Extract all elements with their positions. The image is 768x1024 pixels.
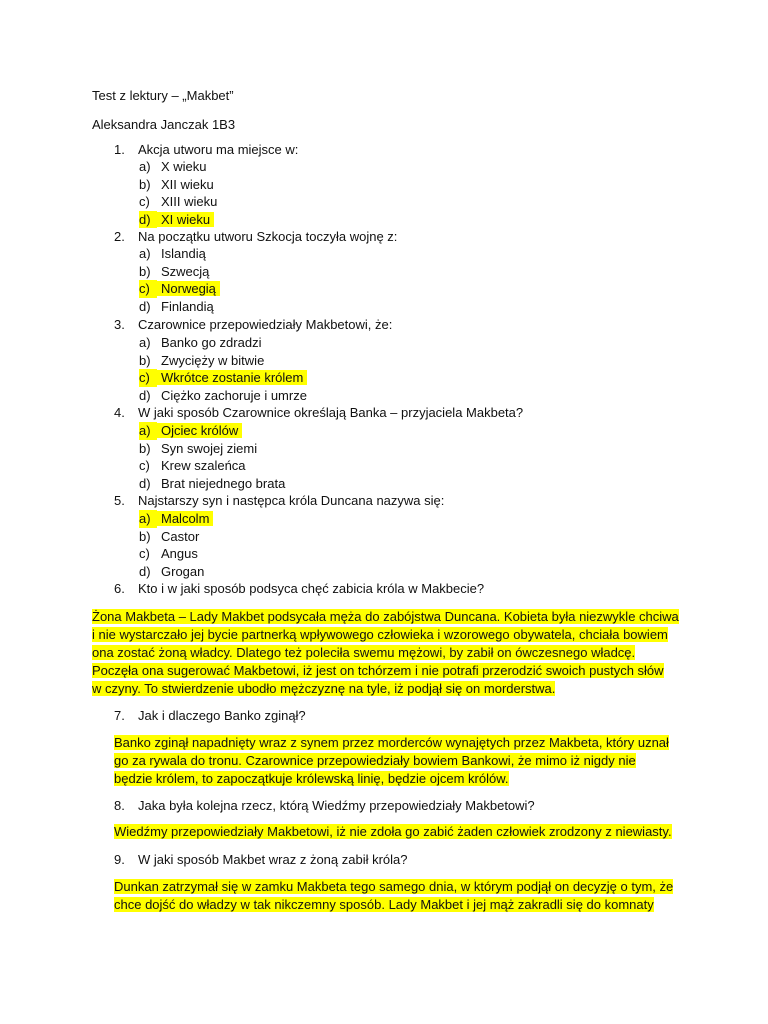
options-q5 <box>139 510 213 580</box>
question-number: 8. <box>114 798 125 813</box>
option: c) XIII wieku <box>139 194 218 209</box>
option-highlighted: a) Ojciec królów <box>139 422 289 440</box>
question-number: 6. <box>114 581 125 596</box>
question-number: 5. <box>114 493 125 508</box>
question-5 <box>114 492 444 510</box>
question-number: 4. <box>114 405 125 420</box>
option: b) Zwycięży w bitwie <box>139 352 265 368</box>
answer-line: ona zostać żoną władcy. Dlatego też poleciła swemu mężowi, by zabił on ówczesnego władcę. <box>92 645 636 660</box>
options-q3 <box>139 334 311 404</box>
question-number: 1. <box>114 142 125 157</box>
option: d) Finlandią <box>139 298 214 314</box>
option-highlighted: d) XI wieku <box>139 211 221 229</box>
question-text: Czarownice przepowiedziały Makbetowi, że: <box>138 317 393 332</box>
answer-line: i nie wystarczało jej bycie partnerką wpływowego człowieka i wzorowego obywatela, chciała bowiem <box>92 627 668 642</box>
option: d) Ciężko zachoruje i umrze <box>139 387 307 403</box>
question-text: Jaka była kolejna rzecz, którą Wiedźmy przepowiedziały Makbetowi? <box>138 798 535 813</box>
answer-line: Wiedźmy przepowiedziały Makbetowi, iż nie zdoła go zabić żaden człowiek zrodzony z niewiasty. <box>114 824 672 839</box>
option: a) Islandią <box>139 246 206 261</box>
options-q2 <box>139 245 220 315</box>
question-3 <box>114 316 392 334</box>
option: b) Syn swojej ziemi <box>139 440 258 456</box>
option: c) Krew szaleńca <box>139 458 246 473</box>
option: b) Szwecją <box>139 263 210 279</box>
options-q1 <box>139 158 221 228</box>
question-2 <box>114 228 397 246</box>
option: b) XII wieku <box>139 176 214 192</box>
answer-line: go za rywala do tronu. Czarownice przepowiedziały bowiem Bankowi, że mimo iż nigdy nie <box>114 753 636 768</box>
option: d) Brat niejednego brata <box>139 475 286 491</box>
option: c) Angus <box>139 546 198 561</box>
answer-q7 <box>114 734 684 788</box>
answer-line: chce dojść do władzy w tak nikczemny sposób. Lady Makbet i jej mąż zakradli się do komnaty <box>114 897 654 912</box>
question-1 <box>114 141 298 159</box>
option-highlighted: a) Malcolm <box>139 510 213 528</box>
option: a) Banko go zdradzi <box>139 335 262 350</box>
question-text: Kto i w jaki sposób podsyca chęć zabicia króla w Makbecie? <box>138 581 485 596</box>
answer-line: w czyny. To stwierdzenie ubodło mężczyznę na tyle, iż podjął się on morderstwa. <box>92 681 556 696</box>
option: a) X wieku <box>139 159 207 174</box>
author-line: Aleksandra Janczak 1B3 <box>92 117 236 132</box>
question-text: Na początku utworu Szkocja toczyła wojnę z: <box>138 229 398 244</box>
answer-q8 <box>114 823 684 841</box>
question-number: 2. <box>114 229 125 244</box>
question-number: 3. <box>114 317 125 332</box>
option-highlighted: c) Norwegią <box>139 280 220 298</box>
question-number: 9. <box>114 852 125 867</box>
option: b) Castor <box>139 528 200 544</box>
question-text: W jaki sposób Makbet wraz z żoną zabił króla? <box>138 852 408 867</box>
options-q4 <box>139 422 289 492</box>
answer-q9 <box>114 878 684 914</box>
question-4 <box>114 404 523 422</box>
question-7 <box>114 707 306 725</box>
answer-line: Żona Makbeta – Lady Makbet podsycała męża do zabójstwa Duncana. Kobieta była niezwykle chciwa <box>92 609 679 624</box>
question-text: Akcja utworu ma miejsce w: <box>138 142 299 157</box>
question-text: Najstarszy syn i następca króla Duncana nazywa się: <box>138 493 445 508</box>
answer-line: będzie królem, to zapoczątkuje królewską linię, będzie ojcem królów. <box>114 771 509 786</box>
option-highlighted: c) Wkrótce zostanie królem <box>139 369 311 387</box>
option: d) Grogan <box>139 563 205 579</box>
answer-line: Dunkan zatrzymał się w zamku Makbeta tego samego dnia, w którym podjął on decyzję o tym, że <box>114 879 674 894</box>
question-text: Jak i dlaczego Banko zginął? <box>138 708 306 723</box>
answer-line: Poczęła ona sugerować Makbetowi, iż jest on tchórzem i nie potrafi przerodzić swoich pustych słów <box>92 663 664 678</box>
question-number: 7. <box>114 708 125 723</box>
question-text: W jaki sposób Czarownice określają Banka – przyjaciela Makbeta? <box>138 405 524 420</box>
question-8 <box>114 797 535 815</box>
document-title: Test z lektury – „Makbet” <box>92 88 234 103</box>
answer-line: Banko zginął napadnięty wraz z synem przez morderców wynajętych przez Makbeta, który uznał <box>114 735 669 750</box>
question-9 <box>114 851 408 869</box>
question-6 <box>114 580 484 598</box>
answer-q6 <box>92 608 684 698</box>
